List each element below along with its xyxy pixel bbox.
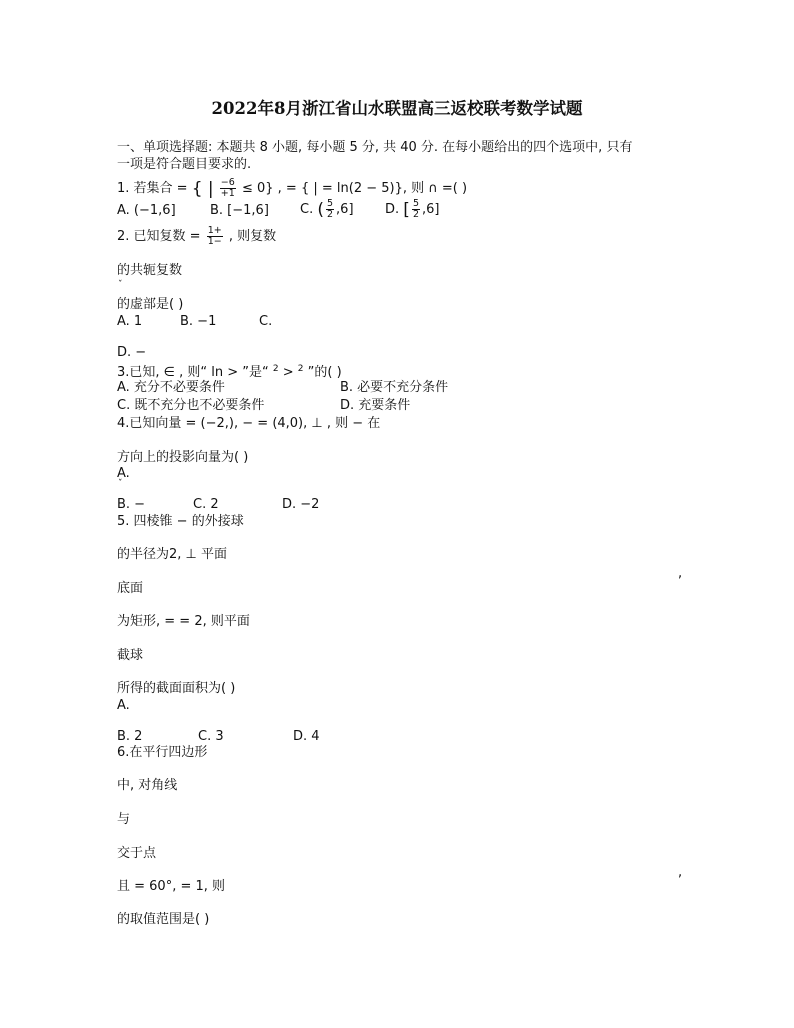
- q1-option-c-label: C.: [300, 202, 314, 217]
- q1-option-a: A. (−1,6]: [117, 203, 176, 218]
- q1-option-d-den: 2: [412, 209, 419, 220]
- section-heading-line-2: 一项是符合题目要求的.: [117, 157, 252, 172]
- q4-option-a: A.: [117, 466, 130, 481]
- q4-option-d: D. −2: [282, 497, 320, 512]
- question-1-options: [117, 203, 176, 218]
- q1-option-c-num: 5: [327, 198, 334, 209]
- q1-option-d-num: 5: [412, 198, 419, 209]
- q1-option-d: D. [ $\frac{5}{2}$ ,6]: [385, 198, 440, 220]
- q3-option-c: C. 既不充分也不必要条件: [117, 398, 265, 413]
- question-6-stem: 6.在平行四边形: [117, 745, 208, 760]
- section-heading-line-1: 一、单项选择题: 本题共 8 小题, 每小题 5 分, 共 40 分. 在每小题给出的四个选项中, 只有: [117, 140, 633, 155]
- question-2-stem: [117, 226, 276, 247]
- question-3-stem: [117, 362, 342, 380]
- q3-mid: >: [278, 365, 298, 380]
- q2-suffix: , 则复数: [228, 229, 277, 244]
- q1-fraction: [220, 178, 236, 199]
- q4-line-2: 方向上的投影向量为( ): [117, 450, 249, 465]
- q3-sup-1: 2: [272, 364, 279, 374]
- q5-option-b: B. 2: [117, 729, 143, 744]
- q4-option-b: B. −: [117, 497, 146, 512]
- question-4-stem: 4.已知向量 = (−2,), − = (4,0), ⊥ , 则 − 在: [117, 416, 381, 431]
- q5-line-3: 底面: [117, 581, 144, 596]
- q5-option-a: A.: [117, 698, 130, 713]
- q2-line-2: 的共轭复数: [117, 263, 183, 278]
- q2-line-3: 的虚部是( ): [117, 297, 184, 312]
- q1-rest: , = { | = ln(2 − 5)}, 则 ∩ =( ): [277, 181, 468, 196]
- q5-line-4: 为矩形, = = 2, 则平面: [117, 614, 250, 629]
- q3-option-a: A. 充分不必要条件: [117, 380, 225, 395]
- q6-margin-comma: ,: [678, 865, 683, 880]
- q2-option-c: C.: [259, 314, 273, 329]
- q6-line-5: 且 = 60°, = 1, 则: [117, 879, 226, 894]
- q1-set-a-tail: ≤ 0}: [241, 181, 274, 196]
- q5-line-5: 截球: [117, 648, 144, 663]
- q1-option-b: B. [−1,6]: [210, 203, 269, 218]
- question-5-stem: 5. 四棱锥 − 的外接球: [117, 514, 244, 529]
- q3-option-b: B. 必要不充分条件: [340, 380, 449, 395]
- q1-prefix: 1. 若集合 =: [117, 181, 188, 196]
- q2-frac-num: 1+: [207, 225, 222, 236]
- q1-frac-num: −6: [220, 177, 235, 188]
- q1-set-a-head: { |: [191, 179, 214, 199]
- q5-option-d: D. 4: [293, 729, 320, 744]
- document-title: 2022年8月浙江省山水联盟高三返校联考数学试题: [211, 99, 583, 118]
- q1-option-d-tail: ,6]: [421, 202, 440, 217]
- q6-line-2: 中, 对角线: [117, 778, 178, 793]
- q1-option-c-tail: ,6]: [336, 202, 354, 217]
- q2-option-d: D. −: [117, 345, 147, 360]
- q5-line-2: 的半径为2, ⊥ 平面: [117, 547, 227, 562]
- q2-prefix: 2. 已知复数 =: [117, 229, 201, 244]
- q3-line-1: 3.已知, ∈ , 则“ ln > ”是“: [117, 365, 273, 380]
- q4-option-c: C. 2: [193, 497, 219, 512]
- q3-sup-2: 2: [297, 364, 304, 374]
- q6-line-4: 交于点: [117, 846, 157, 861]
- question-1-stem: [117, 178, 467, 199]
- q2-option-b: B. −1: [180, 314, 217, 329]
- q5-margin-comma: ,: [678, 566, 683, 581]
- q1-option-c-den: 2: [327, 209, 334, 220]
- document-page: 2022年8月浙江省山水联盟高三返校联考数学试题 一、单项选择题: 本题共 8 小题, 每小题 5 分, 共 40 分. 在每小题给出的四个选项中, 只有 一项是符合题目要求的. 1. 若集合 = { | $\frac{-6}{+1}$ ≤ 0} , = { | = ln(2 − 5)}, 则 ∩ =( ) A. (−1,6] B. [−1,6] C. ( $\frac{5}{2}$ ,6] D. [ $\frac{5}{2}$ ,6] 2. 已知复数 = $\frac{1+}{1-}$ , 则复数 的共轭复数 ˇ 的虚部是( ) A. 1 B. −1 C. D. − 3.已知, ∈ , 则“ ln > ”是“ $^2$ > $^2$ ”的( ) A. 充分不必要条件 B. 必要不充分条件 C. 既不充分也不必要条件 D. 充要条件 4.已知向量 = (−2,), − = (4,0), ⊥ , 则 − 在 方向上的投影向量为( ) A. ˇ B. − C. 2 D. −2 5. 四棱锥 − 的外接球 的半径为2, ⊥ 平面 , 底面 为矩形, = = 2, 则平面 截球 所得的截面面积为( ) A. B. 2 C. 3 D. 4 6.在平行四边形 中, 对角线 与 交于点 , 且 = 60°, = 1, 则 的取值范围是( ): [0, 0, 794, 1028]
- q6-line-6: 的取值范围是( ): [117, 912, 210, 927]
- q3-tail: ”的( ): [303, 365, 342, 380]
- q2-option-a: A. 1: [117, 314, 143, 329]
- q5-line-6: 所得的截面面积为( ): [117, 681, 236, 696]
- q6-line-3: 与: [117, 812, 131, 827]
- q5-option-c: C. 3: [198, 729, 224, 744]
- q2-frac-den: 1−: [207, 236, 222, 247]
- q1-option-c: C. ( $\frac{5}{2}$ ,6]: [300, 198, 354, 220]
- q1-frac-den: +1: [220, 188, 235, 199]
- q2-fraction: [207, 226, 223, 247]
- q3-option-d: D. 充要条件: [340, 398, 411, 413]
- q1-option-d-label: D.: [385, 202, 400, 217]
